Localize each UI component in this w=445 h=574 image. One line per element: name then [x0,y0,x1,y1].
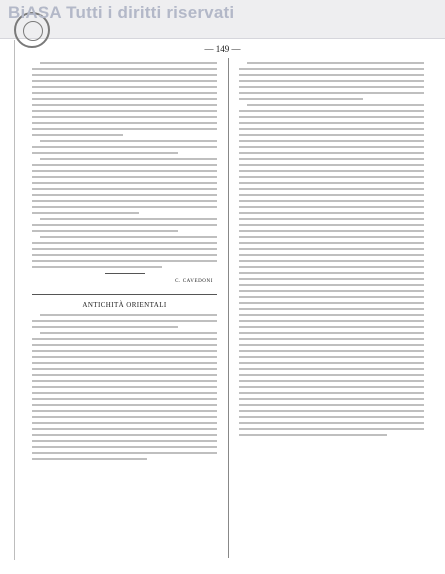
author-signature: C. CAVEDONI [175,279,213,284]
text-line [239,110,424,112]
body-text-block [239,62,424,100]
text-line [239,260,424,262]
text-line [239,212,424,214]
text-line [32,416,217,418]
text-line [239,74,424,76]
text-line [239,80,424,82]
body-text-block [32,236,217,268]
watermark-banner [0,0,445,39]
text-line [32,320,217,322]
text-line [239,386,424,388]
text-line [239,116,424,118]
text-line [239,86,424,88]
text-line [32,344,217,346]
body-text-block [32,332,217,460]
text-line [239,296,424,298]
text-line [32,74,217,76]
text-line [32,422,217,424]
text-line [32,338,217,340]
text-line [239,164,424,166]
text-line [32,164,217,166]
text-line [239,302,424,304]
body-text-block [239,104,424,436]
text-line [239,146,424,148]
right-column [239,58,424,564]
text-line [32,452,217,454]
text-line [32,428,217,430]
text-line [32,434,217,436]
text-line [32,374,217,376]
text-line [32,146,217,148]
text-line [32,170,217,172]
text-line [32,386,217,388]
column-rule [228,58,229,558]
text-line [32,248,217,250]
text-line [239,272,424,274]
text-line [32,68,217,70]
text-line [247,104,424,106]
text-line [32,80,217,82]
text-line [239,398,424,400]
text-line [239,134,424,136]
text-line [239,242,424,244]
text-line [239,326,424,328]
text-line [239,344,424,346]
text-line [32,446,217,448]
text-line [239,224,424,226]
text-line [239,182,424,184]
section-rule [32,294,217,295]
text-line [239,278,424,280]
text-line [239,410,424,412]
text-line [239,350,424,352]
text-line [32,398,217,400]
text-line [239,206,424,208]
text-line [32,458,147,460]
page-edge-shadow [14,40,15,560]
text-line [239,98,363,100]
text-line [239,290,424,292]
text-line [40,314,217,316]
text-line [239,176,424,178]
text-line [239,122,424,124]
text-line [32,326,178,328]
text-line [239,218,424,220]
text-line [239,128,424,130]
page-number: — 149 — [204,44,241,54]
text-line [32,230,178,232]
text-line [32,392,217,394]
text-line [239,248,424,250]
text-line [247,62,424,64]
text-line [239,284,424,286]
text-line [32,188,217,190]
text-line [32,98,217,100]
text-line [239,338,424,340]
text-line [32,104,217,106]
text-line [239,404,424,406]
text-line [40,140,217,142]
text-line [32,242,217,244]
text-line [239,362,424,364]
text-line [239,368,424,370]
text-line [32,200,217,202]
inscription-block [32,218,217,232]
text-line [239,392,424,394]
text-line [239,320,424,322]
text-line [40,218,217,220]
text-line [239,230,424,232]
text-line [239,188,424,190]
text-line [239,356,424,358]
text-line [239,314,424,316]
text-line [32,176,217,178]
text-line [40,62,217,64]
text-line [32,254,217,256]
text-line [40,332,217,334]
text-line [32,134,123,136]
text-line [239,428,424,430]
text-line [32,122,217,124]
text-line [40,158,217,160]
watermark-text: BiASA Tutti i diritti riservati [8,3,235,22]
text-line [32,206,217,208]
body-text-block [32,62,217,136]
text-line [32,440,217,442]
text-line [239,374,424,376]
text-line [239,422,424,424]
text-line [40,236,217,238]
text-line [239,434,387,436]
body-text-block [32,158,217,214]
text-line [239,152,424,154]
text-line [32,116,217,118]
text-line [239,308,424,310]
text-line [32,368,217,370]
text-line [239,194,424,196]
text-line [32,128,217,130]
divider [105,273,145,274]
section-title: ANTICHITÀ ORIENTALI [82,301,167,309]
text-line [239,68,424,70]
text-line [32,86,217,88]
text-line [32,356,217,358]
text-line [239,416,424,418]
text-line [32,182,217,184]
text-line [239,140,424,142]
text-line [32,266,162,268]
inscription-block [32,140,217,154]
left-column [32,58,217,564]
text-line [32,362,217,364]
article-title-block [32,314,217,328]
text-line [32,224,217,226]
text-line [32,212,139,214]
text-line [32,350,217,352]
text-line [32,194,217,196]
text-line [239,92,424,94]
text-line [32,380,217,382]
text-line [239,380,424,382]
text-line [239,254,424,256]
text-line [32,110,217,112]
text-line [239,170,424,172]
text-line [239,266,424,268]
text-line [32,152,178,154]
text-line [32,92,217,94]
text-line [32,260,217,262]
text-line [239,200,424,202]
text-line [239,332,424,334]
text-line [239,158,424,160]
text-line [32,404,217,406]
text-line [239,236,424,238]
text-line [32,410,217,412]
